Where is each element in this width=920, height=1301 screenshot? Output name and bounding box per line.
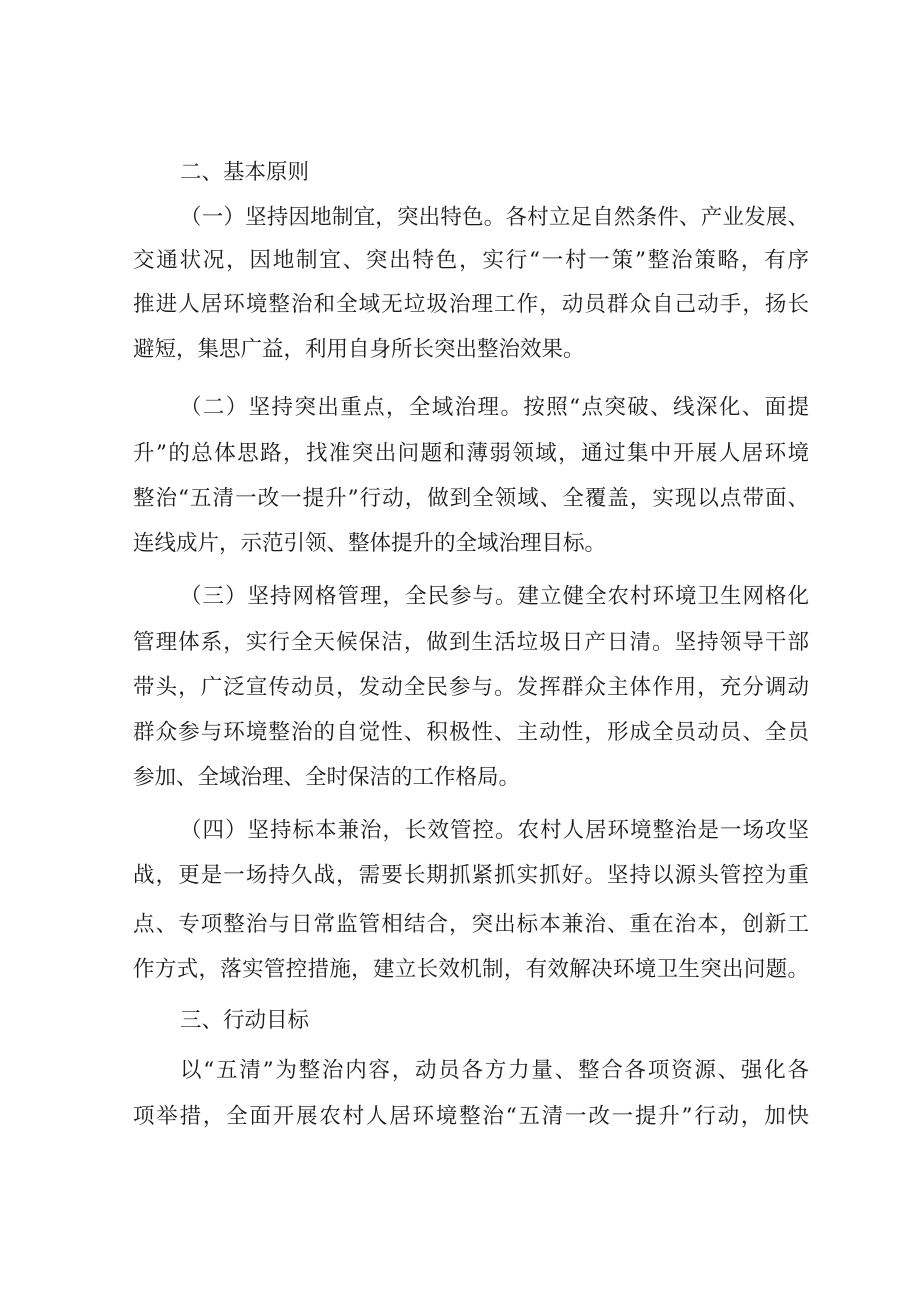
goals-paragraph-line: 项举措，全面开展农村人居环境整治“五清一改一提升”行动，加快 [133,1104,809,1129]
principle-4-line: （四）坚持标本兼治，长效管控。农村人居环境整治是一场攻坚 [180,818,809,843]
principle-1-line: 交通状况，因地制宜、突出特色，实行“一村一策”整治策略，有序 [133,248,809,273]
principle-1-line: 避短，集思广益，利用自身所长突出整治效果。 [133,337,585,362]
section-heading-principles: 二、基本原则 [180,160,310,185]
principle-2-line: 升”的总体思路，找准突出问题和薄弱领域，通过集中开展人居环境 [133,441,809,466]
goals-paragraph-line: 以“五清”为整治内容，动员各方力量、整合各项资源、强化各 [180,1058,809,1083]
principle-2-line: 连线成片，示范引领、整体提升的全域治理目标。 [133,531,607,556]
principle-3-line: 参加、全域治理、全时保洁的工作格局。 [133,765,521,790]
principle-3-line: 群众参与环境整治的自觉性、积极性、主动性，形成全员动员、全员 [133,720,809,745]
principle-3-line: 管理体系，实行全天候保洁，做到生活垃圾日产日清。坚持领导干部 [133,630,809,655]
section-heading-goals: 三、行动目标 [180,1008,310,1033]
principle-3-line: 带头，广泛宣传动员，发动全民参与。发挥群众主体作用，充分调动 [133,675,809,700]
principle-1-line: （一）坚持因地制宜，突出特色。各村立足自然条件、产业发展、 [180,205,809,230]
principle-4-line: 点、专项整治与日常监管相结合，突出标本兼治、重在治本，创新工 [133,912,809,937]
principle-3-line: （三）坚持网格管理，全民参与。建立健全农村环境卫生网格化 [180,584,809,609]
principle-1-line: 推进人居环境整治和全域无垃圾治理工作，动员群众自己动手，扬长 [133,292,809,317]
principle-2-line: （二）坚持突出重点，全域治理。按照“点突破、线深化、面提 [180,395,809,420]
principle-2-line: 整治“五清一改一提升”行动，做到全领域、全覆盖，实现以点带面、 [133,486,809,511]
principle-4-line: 战，更是一场持久战，需要长期抓紧抓实抓好。坚持以源头管控为重 [133,863,809,888]
principle-4-line: 作方式，落实管控措施，建立长效机制，有效解决环境卫生突出问题。 [133,957,809,982]
